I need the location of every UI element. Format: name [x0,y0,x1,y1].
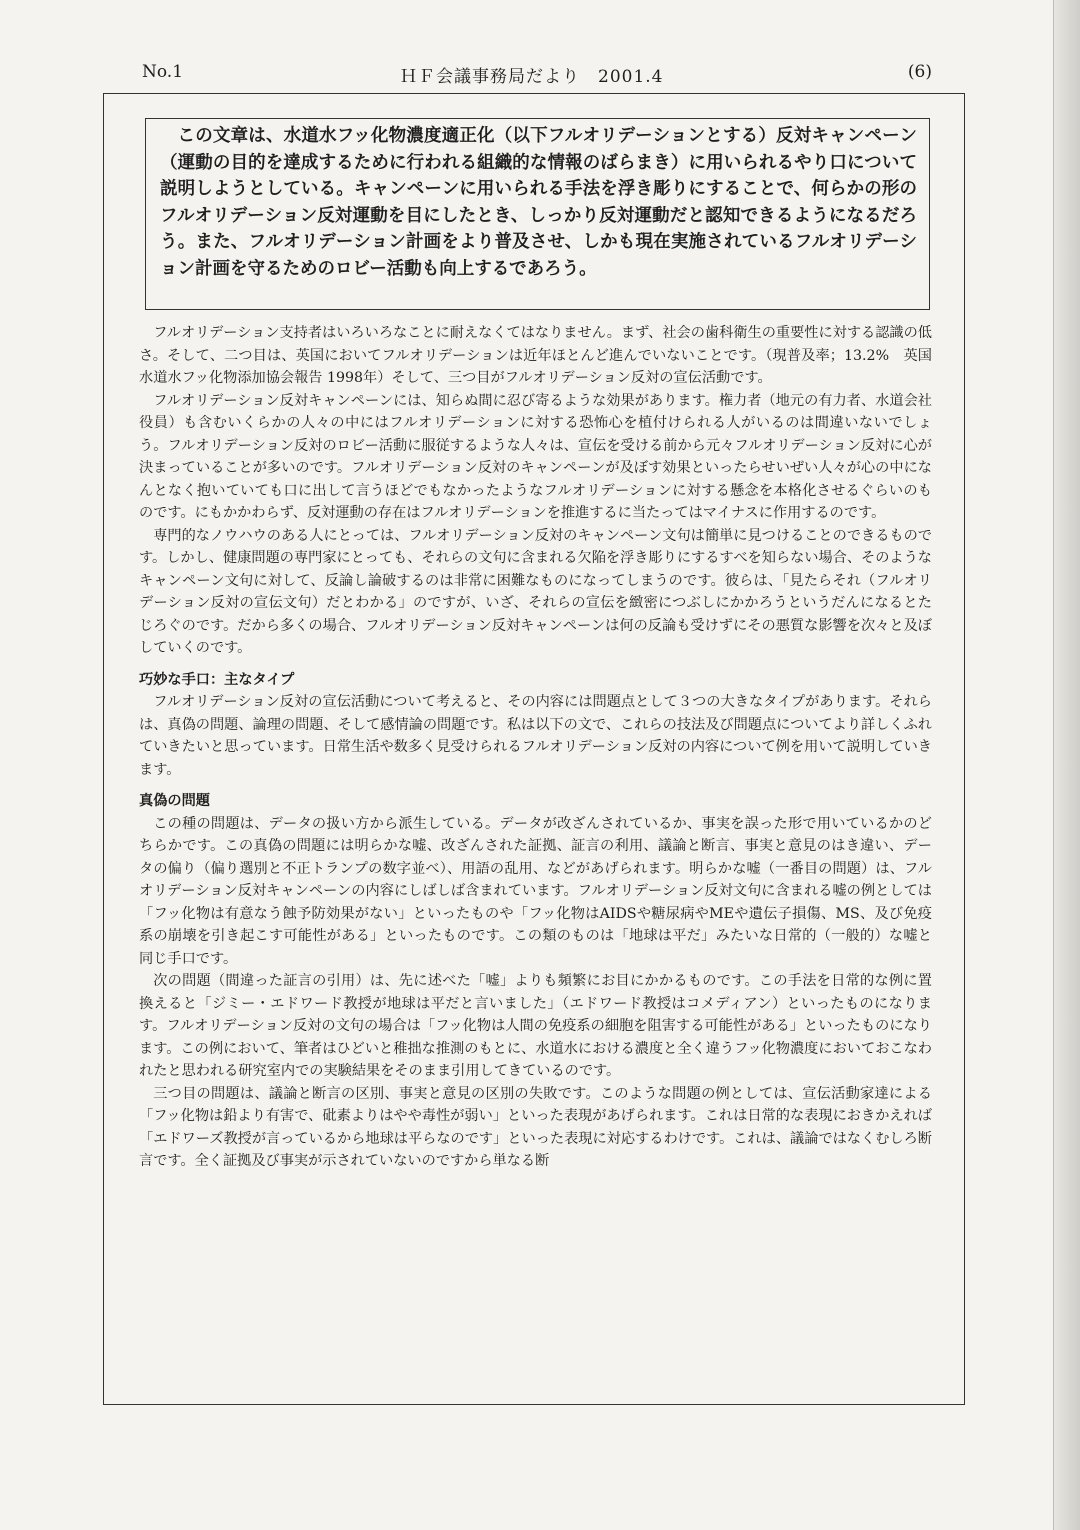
section-heading-truth: 真偽の問題 [139,793,210,809]
abstract-box: この文章は、水道水フッ化物濃度適正化（以下フルオリデーションとする）反対キャンペーン（運動の目的を達成するために行われる組織的な情報のばらまき）に用いられるやり口について説明しようとしている。キャンペーンに用いられる手法を浮き彫りにすることで、何らかの形のフルオリデーション反対運動を目にしたとき、しっかり反対運動だと認知できるようになるだろう。また、フルオリデーション計画をより普及させ、しかも現在実施されているフルオリデーション計画を守るためのロビー活動も向上するであろう。 [145,118,930,310]
intro-paragraph-1: フルオリデーション支持者はいろいろなことに耐えなくてはなりません。まず、社会の歯科衛生の重要性に対する認識の低さ。そして、二つ目は、英国においてフルオリデーションは近年ほとんど進んでいないことです。（現普及率；13.2% 英国水道水フッ化物添加協会報告 1998年）そして、三つ目がフルオリデーション反対の宣伝活動です。 [139,325,932,386]
tactics-paragraph-1: フルオリデーション反対の宣伝活動について考えると、その内容には問題点として３つの大きなタイプがあります。それらは、真偽の問題、論理の問題、そして感情論の問題です。私は以下の文で、これらの技法及び問題点についてより詳しくふれていきたいと思っています。日常生活や数多く見受けられるフルオリデーション反対の内容について例を用いて説明していきます。 [139,694,932,778]
section-heading-tactics: 巧妙な手口：主なタイプ [139,671,295,688]
page-edge [1053,0,1080,1530]
intro-paragraph-3: 専門的なノウハウのある人にとっては、フルオリデーション反対のキャンペーン文句は簡単に見つけることのできるものです。しかし、健康問題の専門家にとっても、それらの文句に含まれる欠陥を浮き彫りにするすべを知らない場合、そのようなキャンペーン文句に対して、反論し論破するのは非常に困難なものになってしまうのです。彼らは、「見たらそれ（フルオリデーション反対の宣伝文句）だとわかる」のですが、いざ、それらの宣伝を緻密につぶしにかかろうというだんになるとたじろぐのです。だから多くの場合、フルオリデーション反対キャンペーンは何の反論も受けずにその悪質な影響を次々と及ぼしていくのです。 [139,527,932,656]
issue-number: No.1 [142,62,184,82]
page-number: (6) [907,62,932,82]
truth-paragraph-3: 三つ目の問題は、議論と断言の区別、事実と意見の区別の失敗です。このような問題の例としては、宣伝活動家達による「フッ化物は鉛より有害で、砒素よりはやや毒性が弱い」といった表現があげられます。これは日常的な表現におきかえれば「エドワーズ教授が言っているから地球は平らなのです」といった表現に対応するわけです。これは、議論ではなくむしろ断言です。全く証拠及び事実が示されていないのですから単なる断 [139,1085,932,1169]
newsletter-title: ＨＦ会議事務局だより 2001.4 [400,67,664,87]
page-header [140,60,940,90]
intro-paragraph-2: フルオリデーション反対キャンペーンには、知らぬ間に忍び寄るような効果があります。権力者（地元の有力者、水道会社役員）も含むいくらかの人々の中にはフルオリデーションに対する恐怖心を植付けられる人がいるのは間違いないでしょう。フルオリデーション反対のロビー活動に服従するような人々は、宣伝を受ける前から元々フルオリデーション反対に心が決まっていることが多いのです。フルオリデーション反対のキャンペーンが及ぼす効果といったらせいぜい人々が心の中になんとなく抱いていても口に出して言うほどでもなかったようなフルオリデーションに対する懸念を本格化させるぐらいのものです。にもかかわらず、反対運動の存在はフルオリデーションを推進するに当たってはマイナスに作用するのです。 [139,392,932,521]
truth-paragraph-1: この種の問題は、データの扱い方から派生している。データが改ざんされているか、事実を誤った形で用いているかのどちらかです。この真偽の問題には明らかな嘘、改ざんされた証拠、証言の利用、議論と断言、事実と意見のはき違い、データの偏り（偏り選別と不正トランプの数字並べ）、用語の乱用、などがあげられます。明らかな嘘（一番目の問題）は、フルオリデーション反対キャンペーンの内容にしばしば含まれています。フルオリデーション反対文句に含まれる嘘の例としては「フッ化物は有意なう蝕予防効果がない」といったものや「フッ化物はAIDSや糖尿病やMEや遺伝子損傷、MS、及び免疫系の崩壊を引き起こす可能性がある」といったものです。この類のものは「地球は平だ」みたいな日常的（一般的）な嘘と同じ手口です。 [139,815,932,967]
truth-paragraph-2: 次の問題（間違った証言の引用）は、先に述べた「嘘」よりも頻繁にお目にかかるものです。この手法を日常的な例に置換えると「ジミー・エドワード教授が地球は平だと言いました」（エドワード教授はコメディアン）といったものになります。フルオリデーション反対の文句の場合は「フッ化物は人間の免疫系の細胞を阻害する可能性がある」といったものになります。この例において、筆者はひどいと稚拙な推測のもとに、水道水における濃度と全く違うフッ化物濃度においておこなわれたと思われる研究室内での実験結果をそのまま引用してきているのです。 [139,973,932,1079]
article-body [139,322,932,1173]
